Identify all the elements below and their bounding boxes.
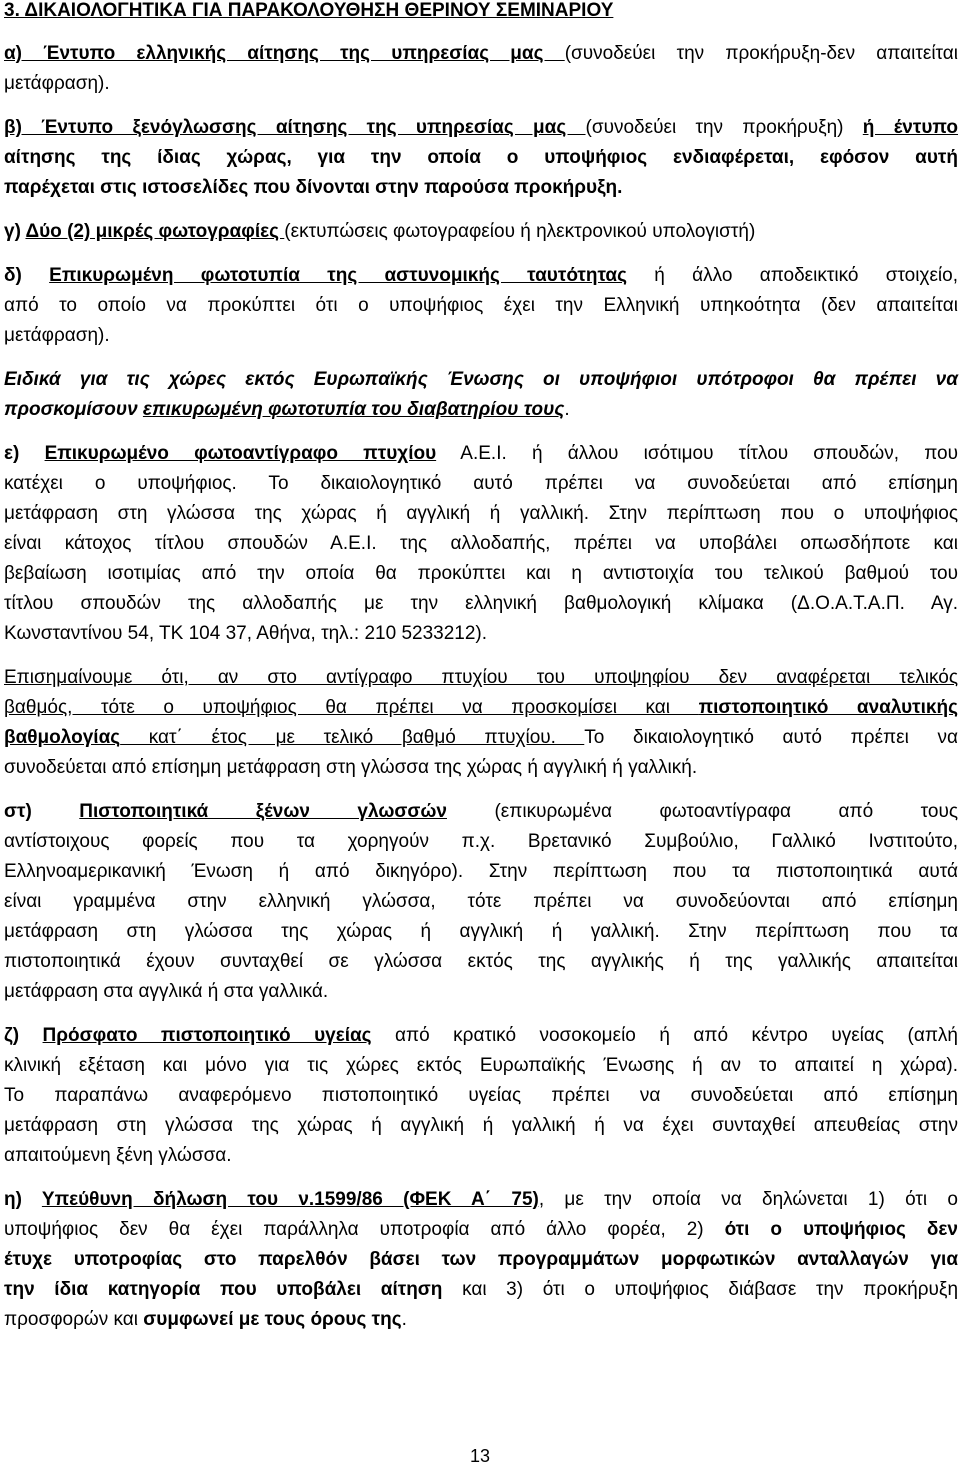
item-a-line-1	[4, 39, 958, 70]
item-z-line-1	[4, 1021, 958, 1052]
item-z-prefix: ζ)	[4, 1025, 43, 1046]
item-b-line-3: παρέχεται στις ιστοσελίδες που δίνονται στην παρούσα προκήρυξη.	[4, 177, 623, 198]
item-z-line-4: μετάφραση στη γλώσσα της χώρας ή αγγλική ή γαλλική ή να έχει συνταχθεί απευθείας στην	[4, 1115, 958, 1136]
emphasis-line-1: Επισημαίνουμε ότι, αν στο αντίγραφο πτυχίου του υποψηφίου δεν αναφέρεται τελικός	[4, 667, 958, 688]
item-st-line-7: μετάφραση στα αγγλικά ή στα γαλλικά.	[4, 981, 329, 1002]
item-h-line-4	[4, 1275, 958, 1306]
emphasis-plain: Το δικαιολογητικό αυτό πρέπει να	[584, 727, 958, 748]
page-number: 13	[469, 1446, 491, 1466]
item-e-line-6: τίτλου σπουδών της αλλοδαπής με την ελληνική βαθμολογική κλίμακα (Δ.Ο.Α.Τ.Α.Π. Αγ.	[4, 593, 958, 614]
item-h-bold: ότι ο υποψήφιος δεν	[724, 1219, 958, 1240]
item-h-line-3: έτυχε υποτροφίας στο παρελθόν βάσει των προγραμμάτων μορφωτικών ανταλλαγών για	[4, 1249, 958, 1270]
item-h-prefix: η)	[4, 1189, 42, 1210]
item-d-label: Επικυρωμένη φωτοτυπία της αστυνομικής ταυτότητας	[49, 265, 627, 286]
note-line-1: Ειδικά για τις χώρες εκτός Ευρωπαϊκής Ένωσης οι υποψήφιοι υπότροφοι θα πρέπει να	[4, 369, 958, 390]
item-h-end: .	[401, 1309, 407, 1330]
item-c-text: (εκτυπώσεις φωτογραφείου ή ηλεκτρονικού υπολογιστή)	[284, 221, 756, 242]
item-st-line-2: αντίστοιχους φορείς που τα χορηγούν π.χ. Βρετανικό Συμβούλιο, Γαλλικό Ινστιτούτο,	[4, 831, 958, 852]
item-z-text: από κρατικό νοσοκομείο ή από κέντρο υγείας (απλή	[371, 1025, 958, 1046]
item-b-line-2: αίτησης της ίδιας χώρας, για την οποία ο υποψήφιος ενδιαφέρεται, εφόσον αυτή	[4, 147, 958, 168]
item-b-label-2: ή έντυπο	[862, 117, 959, 138]
item-st-label: Πιστοποιητικά ξένων γλωσσών	[79, 801, 447, 822]
emphasis-bold-2: βαθμολογίας	[4, 727, 121, 748]
item-b-text: (συνοδεύει την προκήρυξη)	[585, 117, 863, 138]
item-c-line	[4, 217, 958, 248]
item-e-line-3: μετάφραση στη γλώσσα της χώρας ή αγγλική ή γαλλική. Στην περίπτωση που ο υποψήφιος	[4, 503, 958, 524]
item-st-line-4: είναι γραμμένα στην ελληνική γλώσσα, τότε πρέπει να συνοδεύονται από επίσημη	[4, 891, 958, 912]
item-e-prefix: ε)	[4, 443, 45, 464]
emphasis-line-3	[4, 723, 958, 754]
item-st-text: (επικυρωμένα φωτοαντίγραφα από τους	[446, 801, 958, 822]
emphasis-text: βαθμός, τότε ο υποψήφιος θα πρέπει να προσκομίσει και	[4, 697, 699, 718]
item-c-prefix: γ)	[4, 221, 26, 242]
emphasis-line-4: συνοδεύεται από επίσημη μετάφραση στη γλώσσα της χώρας ή αγγλική ή γαλλική.	[4, 757, 698, 778]
item-z-line-3: Το παραπάνω αναφερόμενο πιστοποιητικό υγείας πρέπει να συνοδεύεται από επίσημη	[4, 1085, 958, 1106]
item-e-label: Επικυρωμένο φωτοαντίγραφο πτυχίου	[44, 443, 437, 464]
item-st-line-6: πιστοποιητικά έχουν συνταχθεί σε γλώσσα εκτός της αγγλικής ή της γαλλικής απαιτείται	[4, 951, 958, 972]
item-b-label: β) Έντυπο ξενόγλωσσης αίτησης της υπηρεσίας μας	[4, 117, 586, 138]
item-d-text: ή άλλο αποδεικτικό στοιχείο,	[627, 265, 958, 286]
item-h-bold-3: συμφωνεί με τους όρους της	[143, 1309, 402, 1330]
item-a-label: α) Έντυπο ελληνικής αίτησης της υπηρεσίας μας	[4, 43, 565, 64]
item-h-text-2: υποψήφιος δεν θα έχει παράλληλα υποτροφία από άλλο φορέα, 2)	[4, 1219, 725, 1240]
item-h-bold-2: την ίδια κατηγορία που υποβάλει αίτηση	[4, 1279, 443, 1300]
item-h-text-4: προσφορών και	[4, 1309, 144, 1330]
item-z-line-5: απαιτούμενη ξένη γλώσσα.	[4, 1145, 232, 1166]
note-line-2	[4, 395, 958, 426]
item-a-text: (συνοδεύει την προκήρυξη-δεν απαιτείται	[564, 43, 958, 64]
item-h-text: , με την οποία να δηλώνεται 1) ότι ο	[538, 1189, 958, 1210]
item-st-prefix: στ)	[4, 801, 80, 822]
note-passport: επικυρωμένη φωτοτυπία του διαβατηρίου τους	[142, 399, 565, 420]
item-d-prefix: δ)	[4, 265, 50, 286]
item-z-label: Πρόσφατο πιστοποιητικό υγείας	[42, 1025, 372, 1046]
item-h-line-1	[4, 1185, 958, 1216]
item-d-line-2: από το οποίο να προκύπτει ότι ο υποψήφιος έχει την Ελληνική υπηκοότητα (δεν απαιτείται	[4, 295, 958, 316]
emphasis-line-2	[4, 693, 958, 724]
item-st-line-1	[4, 797, 958, 828]
item-st-line-3: Ελληνοαμερικανική Ένωση ή από δικηγόρο). Στην περίπτωση που τα πιστοποιητικά αυτά	[4, 861, 958, 882]
item-b-line-1	[4, 113, 958, 144]
item-c-label: Δύο (2) μικρές φωτογραφίες	[25, 221, 285, 242]
note-end: .	[564, 399, 570, 420]
item-h-text-3: και 3) ότι ο υποψήφιος διάβασε την προκήρυξη	[442, 1279, 959, 1300]
note-text: προσκομίσουν	[4, 399, 143, 420]
item-e-line-5: βεβαίωση ισοτιμίας από την οποία θα προκύπτει και η αντιστοιχία του τελικού βαθμού του	[4, 563, 958, 584]
item-e-text: Α.Ε.Ι. ή άλλου ισότιμου τίτλου σπουδών, που	[436, 443, 959, 464]
item-e-line-4: είναι κάτοχος τίτλου σπουδών Α.Ε.Ι. της αλλοδαπής, πρέπει να υποβάλει οπωσδήποτε και	[4, 533, 958, 554]
section-heading: 3. ΔΙΚΑΙΟΛΟΓΗΤΙΚΑ ΓΙΑ ΠΑΡΑΚΟΛΟΥΘΗΣΗ ΘΕΡΙΝΟΥ ΣΕΜΙΝΑΡΙΟΥ	[4, 0, 614, 21]
item-st-line-5: μετάφραση στη γλώσσα της χώρας ή αγγλική ή γαλλική. Στην περίπτωση που τα	[4, 921, 958, 942]
item-h-label: Υπεύθυνη δήλωση του ν.1599/86 (ΦΕΚ Α΄ 75)	[41, 1189, 539, 1210]
item-e-line-1	[4, 439, 958, 470]
item-h-line-5	[4, 1305, 958, 1336]
item-e-line-2: κατέχει ο υποψήφιος. Το δικαιολογητικό αυτό πρέπει να συνοδεύεται από επίσημη	[4, 473, 958, 494]
item-d-line-1	[4, 261, 958, 292]
item-e-line-7: Κωνσταντίνου 54, ΤΚ 104 37, Αθήνα, τηλ.: 210 5233212).	[4, 623, 488, 644]
item-a-line-2: μετάφραση).	[4, 73, 110, 94]
emphasis-bold: πιστοποιητικό αναλυτικής	[698, 697, 958, 718]
item-z-line-2: κλινική εξέταση και μόνο για τις χώρες εκτός Ευρωπαϊκής Ένωσης ή αν το απαιτεί η χώρα).	[4, 1055, 958, 1076]
item-d-line-3: μετάφραση).	[4, 325, 110, 346]
item-h-line-2	[4, 1215, 958, 1246]
emphasis-underlined: κατ΄ έτος με τελικό βαθμό πτυχίου.	[120, 727, 585, 748]
